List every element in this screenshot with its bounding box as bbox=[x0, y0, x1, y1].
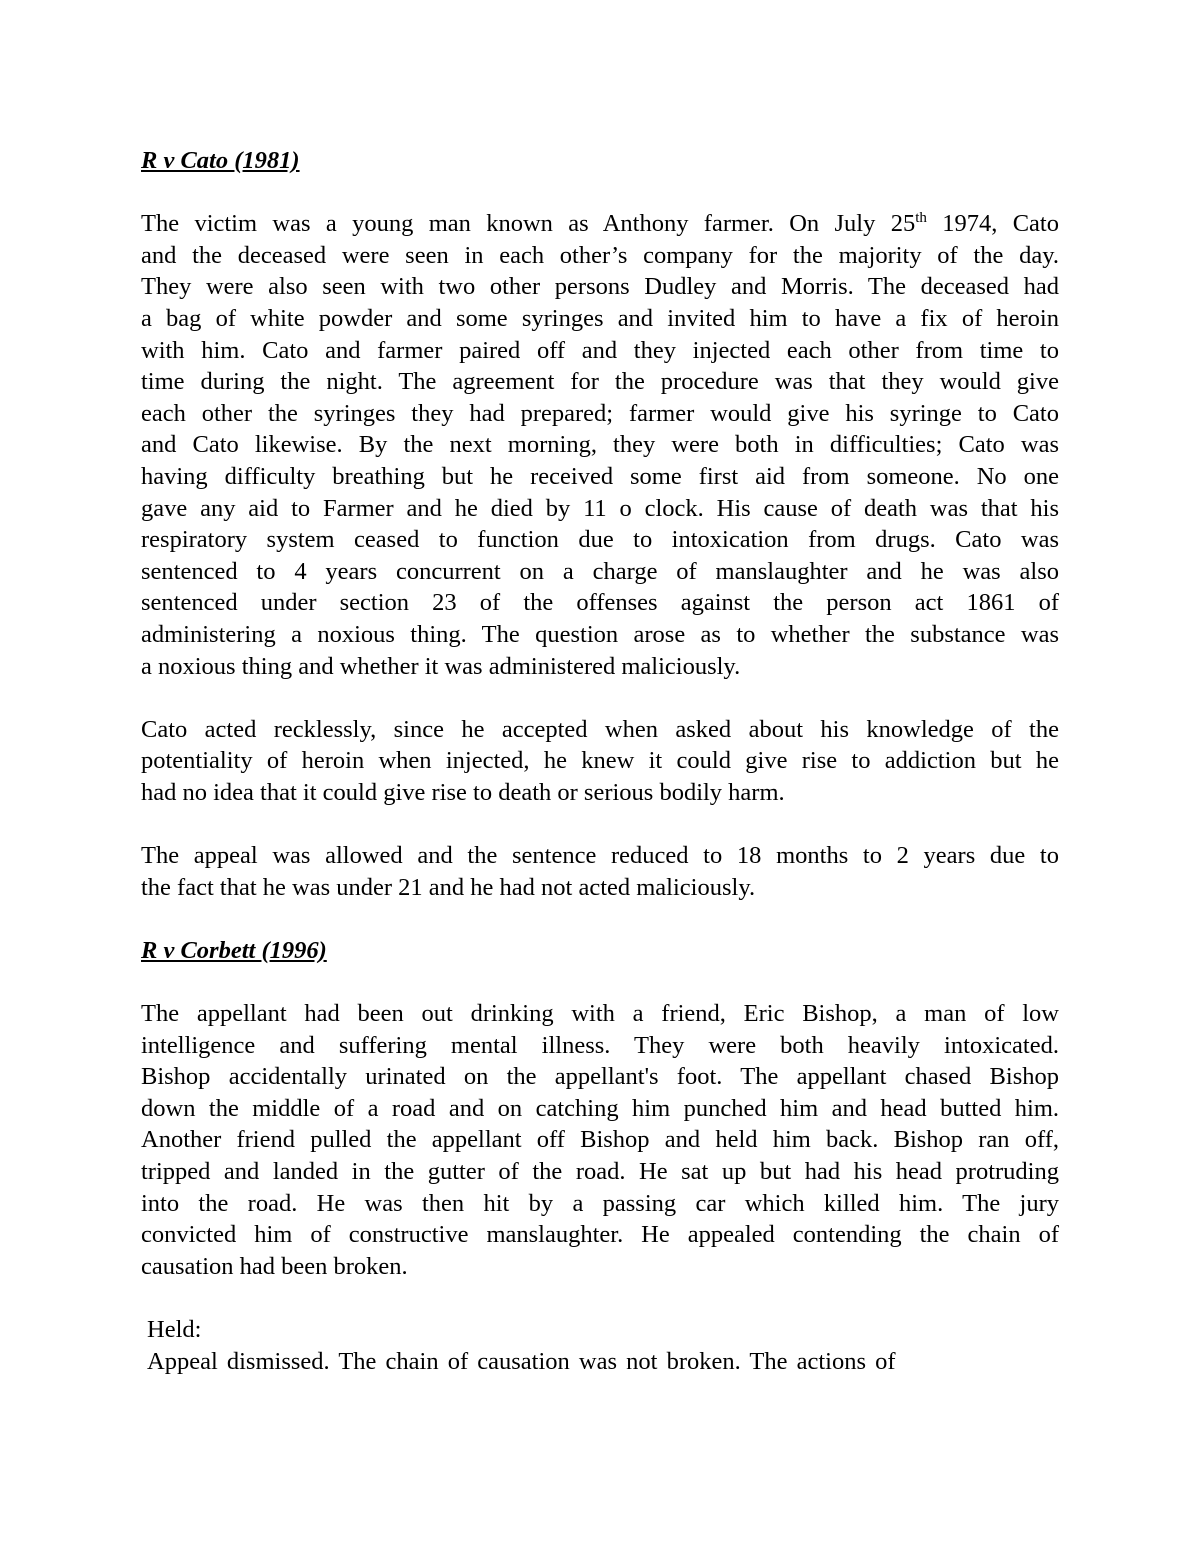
cato-facts-paragraph bbox=[141, 208, 1059, 682]
case-title-corbett: R v Corbett (1996) bbox=[141, 936, 327, 964]
paragraph-line: causation had been broken. bbox=[141, 1252, 408, 1280]
paragraph-line: time during the night. The agreement for the procedure was that they would give bbox=[141, 368, 1059, 396]
held-label: Held: bbox=[147, 1315, 202, 1343]
paragraph-line: sentenced under section 23 of the offenses against the person act 1861 of bbox=[141, 589, 1059, 617]
paragraph-line: administering a noxious thing. The question arose as to whether the substance was bbox=[141, 620, 1059, 648]
spacer bbox=[141, 808, 1059, 840]
paragraph-line: a noxious thing and whether it was administered maliciously. bbox=[141, 652, 741, 680]
held-text: Appeal dismissed. The chain of causation was not broken. The actions of bbox=[147, 1347, 896, 1375]
case-title-cato: R v Cato (1981) bbox=[141, 147, 300, 174]
paragraph-line: had no idea that it could give rise to death or serious bodily harm. bbox=[141, 778, 785, 806]
paragraph-line: respiratory system ceased to function due to intoxication from drugs. Cato was bbox=[141, 526, 1059, 554]
paragraph-line: the fact that he was under 21 and he had not acted maliciously. bbox=[141, 873, 756, 901]
paragraph-line: Cato acted recklessly, since he accepted when asked about his knowledge of the bbox=[141, 715, 1059, 743]
paragraph-line: The appeal was allowed and the sentence reduced to 18 months to 2 years due to bbox=[141, 842, 1059, 870]
paragraph-line: convicted him of constructive manslaughter. He appealed contending the chain of bbox=[141, 1221, 1059, 1249]
ordinal-superscript: th bbox=[915, 210, 927, 227]
paragraph-line: a bag of white powder and some syringes and invited him to have a fix of heroin bbox=[141, 304, 1059, 332]
spacer bbox=[141, 177, 1059, 209]
cato-reasoning-paragraph bbox=[141, 714, 1059, 809]
paragraph-line: each other the syringes they had prepared; farmer would give his syringe to Cato bbox=[141, 399, 1059, 427]
paragraph-line: tripped and landed in the gutter of the road. He sat up but had his head protruding bbox=[141, 1158, 1059, 1185]
spacer bbox=[141, 903, 1059, 935]
paragraph-line: The appellant had been out drinking with a friend, Eric Bishop, a man of low bbox=[141, 1000, 1059, 1028]
paragraph-line: They were also seen with two other persons Dudley and Morris. The deceased had bbox=[141, 273, 1059, 301]
document-body bbox=[141, 145, 1059, 1377]
spacer bbox=[141, 1282, 1059, 1314]
corbett-facts-paragraph bbox=[141, 998, 1059, 1282]
paragraph-line: down the middle of a road and on catching him punched him and head butted him. bbox=[141, 1094, 1059, 1122]
cato-outcome-paragraph bbox=[141, 840, 1059, 903]
spacer bbox=[141, 682, 1059, 714]
paragraph-line: Another friend pulled the appellant off Bishop and held him back. Bishop ran off, bbox=[141, 1126, 1059, 1154]
paragraph-line: Bishop accidentally urinated on the appellant's foot. The appellant chased Bishop bbox=[141, 1063, 1059, 1091]
paragraph-line: sentenced to 4 years concurrent on a charge of manslaughter and he was also bbox=[141, 557, 1059, 585]
paragraph-line: having difficulty breathing but he received some first aid from someone. No one bbox=[141, 462, 1059, 490]
paragraph-line: into the road. He was then hit by a passing car which killed him. The jury bbox=[141, 1189, 1059, 1217]
spacer bbox=[141, 966, 1059, 998]
paragraph-line: The victim was a young man known as Anthony farmer. On July 25th 1974, Cato bbox=[141, 210, 1059, 238]
paragraph-line: and the deceased were seen in each other’s company for the majority of the day. bbox=[141, 241, 1059, 269]
paragraph-line: potentiality of heroin when injected, he knew it could give rise to addiction but he bbox=[141, 747, 1059, 775]
paragraph-line: and Cato likewise. By the next morning, they were both in difficulties; Cato was bbox=[141, 431, 1059, 459]
paragraph-line: gave any aid to Farmer and he died by 11 o clock. His cause of death was that his bbox=[141, 494, 1059, 522]
held-section bbox=[141, 1314, 1059, 1377]
paragraph-line: intelligence and suffering mental illness. They were both heavily intoxicated. bbox=[141, 1031, 1059, 1059]
paragraph-line: with him. Cato and farmer paired off and they injected each other from time to bbox=[141, 336, 1059, 364]
